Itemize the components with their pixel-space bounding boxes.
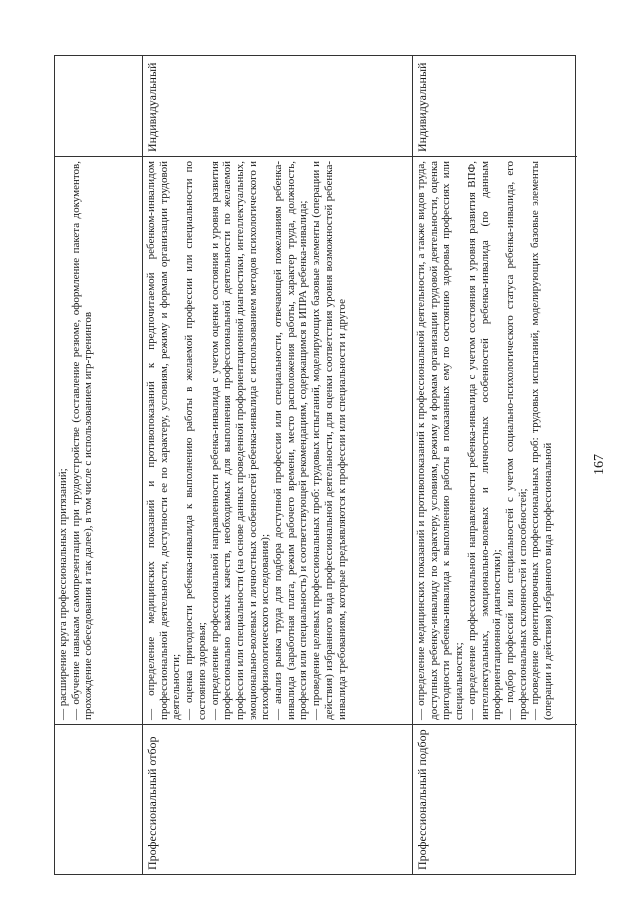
content-cell: [143, 156, 412, 724]
list-item: — расширение круга профессиональных притязаний;: [57, 468, 69, 720]
list-item: — оценка пригодности ребенка-инвалида к выполнению работы в желаемой профессии или специальности по состоянию здоровья;: [183, 161, 208, 720]
stage-cell: [55, 724, 142, 874]
list-item: — обучение навыкам самопрезентации при трудоустройстве (составление резюме, оформление пакета документов, прохождение собеседования и так далее), в том числе с использованием игр-тренингов: [69, 161, 95, 720]
form-cell: [55, 56, 142, 156]
content-cell: [55, 156, 142, 724]
table-row: [413, 56, 577, 874]
list-item: — подбор профессий или специальностей с учетом социально-психологического статуса ребенка-инвалида, его профессиональных склонностей и способностей;: [503, 161, 529, 720]
list-item: — определение медицинских показаний и противопоказаний к профессиональной деятельности, а также видов труда, доступных ребенку-инвалиду по характеру, условиям, режиму и формам организации трудовой деятельности, оценка пригодности ребенка-инвалида к выполнению работы в показанных ему по состоянию здоровья профессиях или специальностях;: [415, 161, 466, 720]
form-cell: Индивидуальный: [415, 62, 429, 152]
stage-cell: Профессиональный отбор: [143, 724, 412, 874]
rehabilitation-table: [54, 55, 576, 875]
list-item: — анализ рынка труда для подбора доступной профессии или специальности, отвечающей пожеланиям ребенка-инвалида (заработная плата, режим рабочего времени, место расположения работы, характер труда, должность, профессия или специальность) и соответствующей рекомендациям, содержащимся в ИПРА ребенка-инвалида;: [272, 161, 310, 720]
list-item: — проведение целевых профессиональных проб: трудовых испытаний, моделирующих базовые элементы (операции и действия) избранного вида профессиональной деятельности, для оценки соответствия уровня возможностей ребенка-инвалида требованиям, которые предъявляются к профессии или специальности и другое: [310, 161, 348, 720]
page-number: 167: [592, 454, 607, 475]
list-item: — определение профессиональной направленности ребенка-инвалида с учетом оценки состояния и уровня развития профессионально важных качеств, необходимых для выполнения профессиональной деятельности по желаемой профессии или специальности (на основе данных проведенной профориентационной диагностики, интеллектуальных, эмоционально-волевых и личностных особенностей ребенка-инвалида с использованием методов психологического и психофизиологического исследования);: [208, 161, 272, 720]
table-row: [143, 56, 413, 874]
form-cell: Индивидуальный: [145, 62, 159, 152]
list-item: — определение медицинских показаний и противопоказаний к предпочитаемой ребенком-инвалидом профессиональной деятельности, доступности ее по характеру, условиям, режиму и формам организации трудовой деятельности;: [145, 161, 183, 720]
table-row: [55, 56, 143, 874]
list-item: — определение профессиональной направленности ребенка-инвалида с учетом состояния и уровня развития ВПФ, интеллектуальных, эмоционально-волевых и личностных особенностей ребенка-инвалида (по данным профориентационной диагностики);: [465, 161, 504, 720]
content-cell: [413, 156, 577, 724]
list-item: — проведение ориентировочных профессиональных проб: трудовых испытаний, моделирующих базовые элементы (операции и действия) избранного вида профессиональной: [529, 161, 555, 720]
stage-cell: Профессиональный подбор: [413, 724, 577, 874]
